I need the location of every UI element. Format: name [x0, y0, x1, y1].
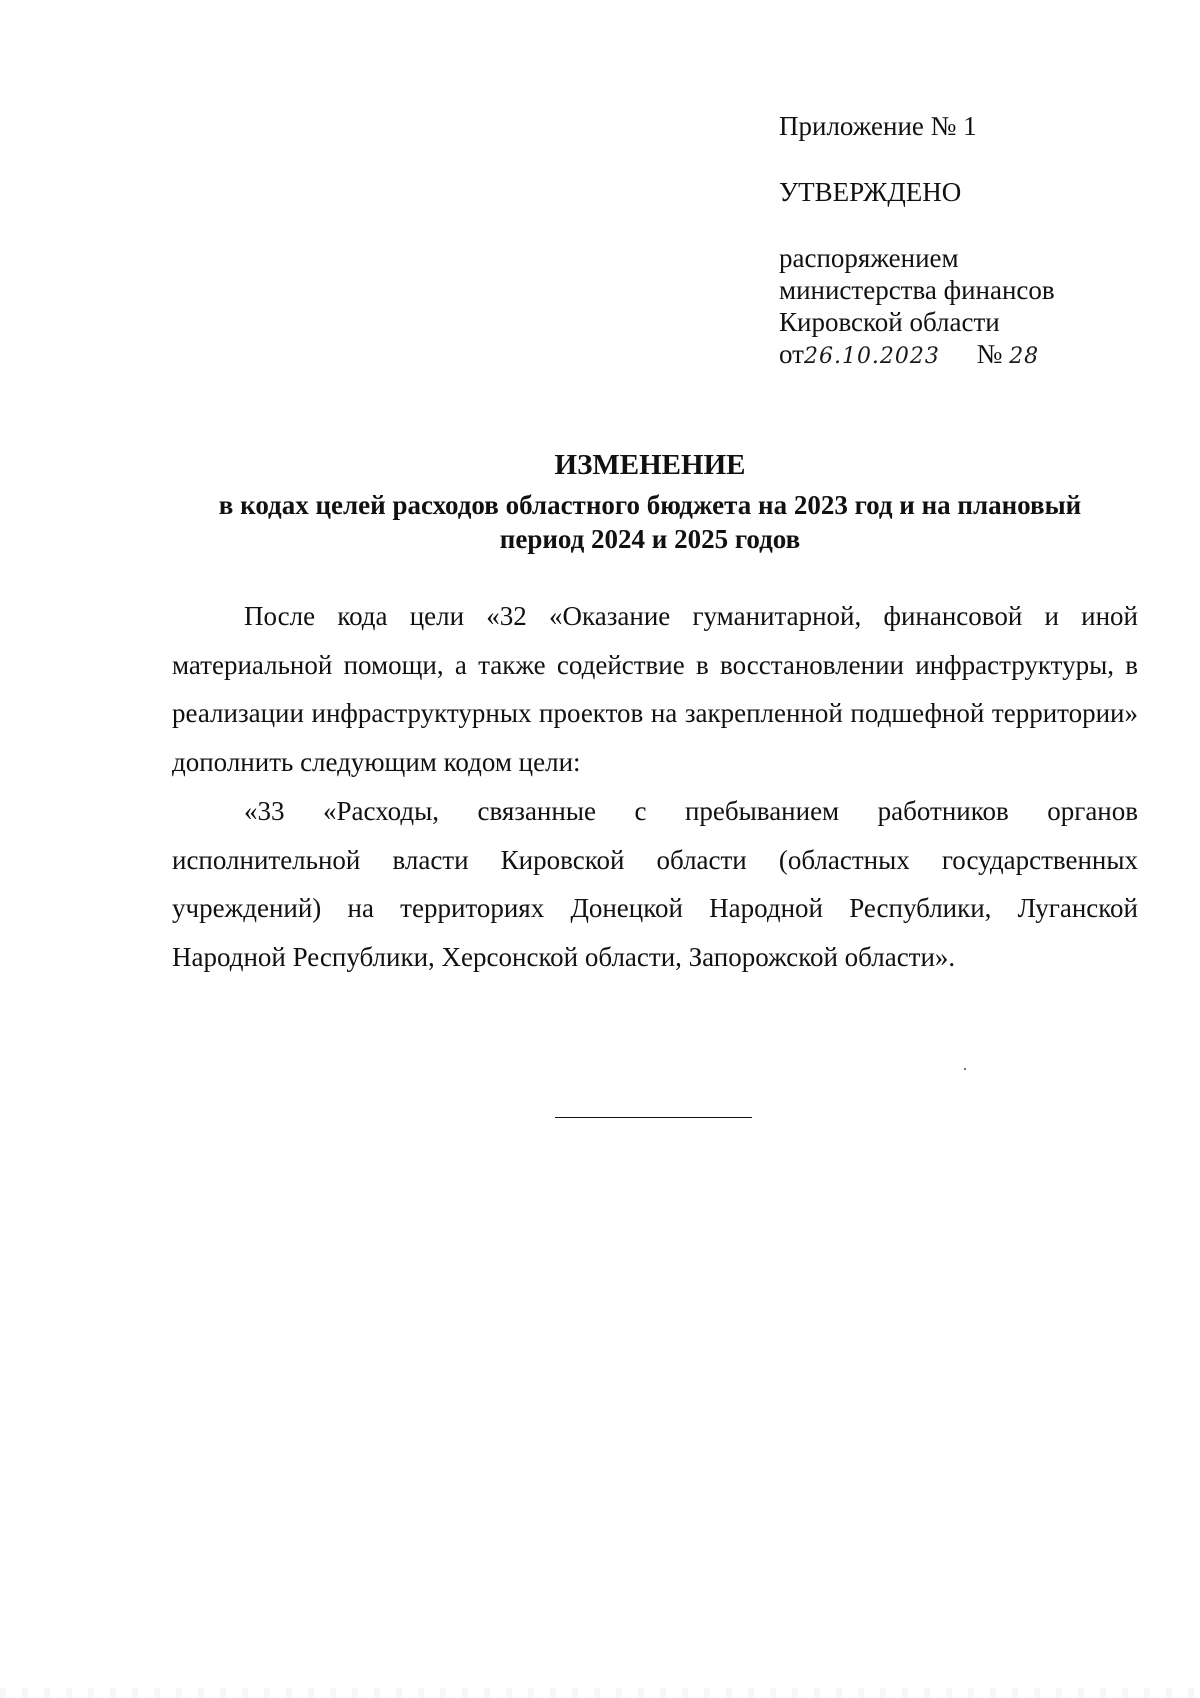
end-rule-divider — [555, 1117, 752, 1118]
document-body — [172, 592, 1138, 982]
body-paragraph-1: После кода цели «32 «Оказание гуманитарной, финансовой и иной материальной помощи, а также содействие в восстановлении инфраструктуры, в реализации инфраструктурных проектов на закрепленной подшефной территории» дополнить следующим кодом цели: — [172, 601, 1138, 778]
title-line-1: в кодах целей расходов областного бюджета на 2023 год и на плановый — [218, 490, 1082, 520]
title-line-2: период 2024 и 2025 годов — [499, 524, 801, 554]
approved-label: УТВЕРЖДЕНО — [779, 177, 962, 207]
annex-label: Приложение № 1 — [779, 111, 977, 141]
approved-by-line2: министерства финансов — [779, 275, 1055, 305]
approval-stamp-block — [779, 110, 1159, 373]
number-label: № — [976, 339, 1003, 369]
handwritten-number: 28 — [1009, 344, 1040, 369]
approved-by-line1: распоряжением — [779, 243, 959, 273]
document-title — [170, 448, 1130, 556]
title-heading: ИЗМЕНЕНИЕ — [554, 449, 746, 481]
body-paragraph-2: «33 «Расходы, связанные с пребыванием работников органов исполнительной власти Кировской области (областных государственных учреждений) на территориях Донецкой Народной Республики, Луганской Народной Республики, Херсонской области, Запорожской области». — [172, 795, 1138, 972]
scan-edge-artifact — [0, 1688, 1200, 1698]
date-prefix: от — [779, 339, 804, 369]
approved-by-line3: Кировской области — [779, 307, 1000, 337]
scan-speck — [964, 1068, 966, 1070]
handwritten-date: 26.10.2023 — [803, 344, 940, 369]
date-number-line — [779, 338, 1159, 373]
